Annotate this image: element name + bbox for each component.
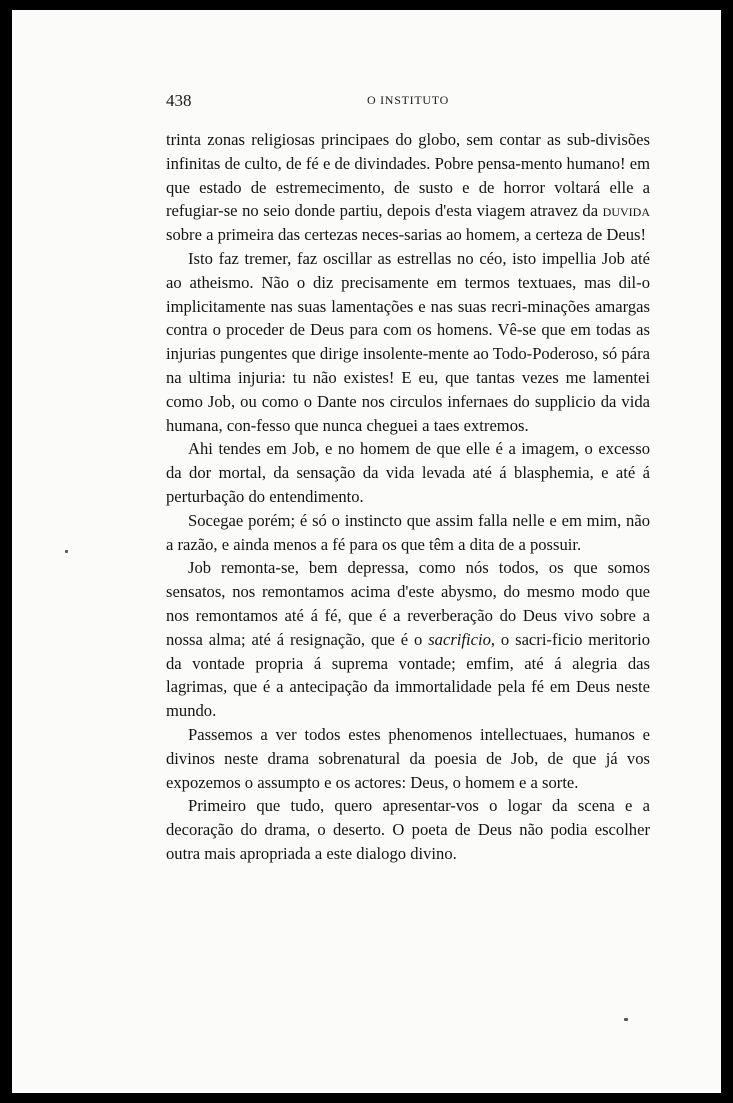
text-run: Socegae porém; é só o instincto que assim falla nelle e em mim, não a razão, e ainda menos a fé para os que têm a dita de a possuir. (166, 510, 650, 554)
ink-speck (624, 1018, 628, 1021)
page-number: 438 (166, 91, 192, 110)
text-run: Passemos a ver todos estes phenomenos intellectuaes, humanos e divinos neste drama sobrenatural da poesia de Job, de que já vos expozemos o assumpto e os actores: Deus, o homem e a sorte. (166, 724, 650, 792)
text-run: o sacri-ficio meritorio da vontade propria á suprema vontade; emfim, até á alegria das lagrimas, que é a antecipação da immortalidade pela fé em Deus neste mundo. (166, 629, 650, 721)
body-text (166, 128, 650, 866)
book-page (12, 10, 721, 1093)
page-header (166, 91, 650, 113)
running-title: O INSTITUTO (366, 93, 450, 107)
paragraph (166, 556, 650, 723)
paragraph (166, 128, 650, 247)
text-run: Job remonta-se, bem depressa, como nós todos, os que somos sensatos, nos remontamos acima d'este abysmo, do mesmo modo que nos remontamos até á fé, que é a reverberação do Deus vivo sobre a nossa alma; até á resignação, que é o (166, 558, 650, 649)
paragraph (166, 723, 650, 794)
ink-speck (65, 550, 68, 553)
text-run: Primeiro que tudo, quero apresentar-vos o logar da scena e a decoração do drama, o deserto. O poeta de Deus não podia escolher outra mais apropriada a este dialogo divino. (166, 796, 650, 863)
paragraph (166, 247, 650, 437)
text-run: trinta zonas religiosas principaes do globo, sem contar as sub-divisões infinitas de culto, de fé e de divindades. Pobre pensa-mento humano! em que estado de estremecimento, de susto e de horror voltará elle a refugiar-se no seio donde partiu, depois d'esta viagem atravez da (166, 130, 650, 221)
paragraph (166, 794, 650, 865)
text-run: Ahi tendes em Job, e no homem de que elle é a imagem, o excesso da dor mortal, da sensação da vida levada até á blasphemia, e até á perturbação do entendimento. (166, 439, 650, 506)
text-run: duvida (602, 201, 650, 221)
paragraph (166, 509, 650, 557)
text-run: sobre a primeira das certezas neces-sarias ao homem, a certeza de Deus! (166, 225, 647, 245)
text-run: Isto faz tremer, faz oscillar as estrellas no céo, isto impellia Job até ao atheismo. Não o diz precisamente em termos textuaes, mas dil-o implicitamente nas suas lamentações e nas suas recri-minações amargas contra o proceder de Deus para com os homens. Vê-se que em todas as injurias pungentes que dirige insolente-mente ao Todo-Poderoso, só pára na ultima injuria: tu não existes! E eu, que tantas vezes me lamentei como Job, ou como o Dante nos circulos infernaes do supplicio da vida humana, con-fesso que nunca cheguei a taes extremos. (166, 248, 650, 435)
paragraph (166, 437, 650, 508)
text-run: sacrificio, (428, 629, 496, 649)
